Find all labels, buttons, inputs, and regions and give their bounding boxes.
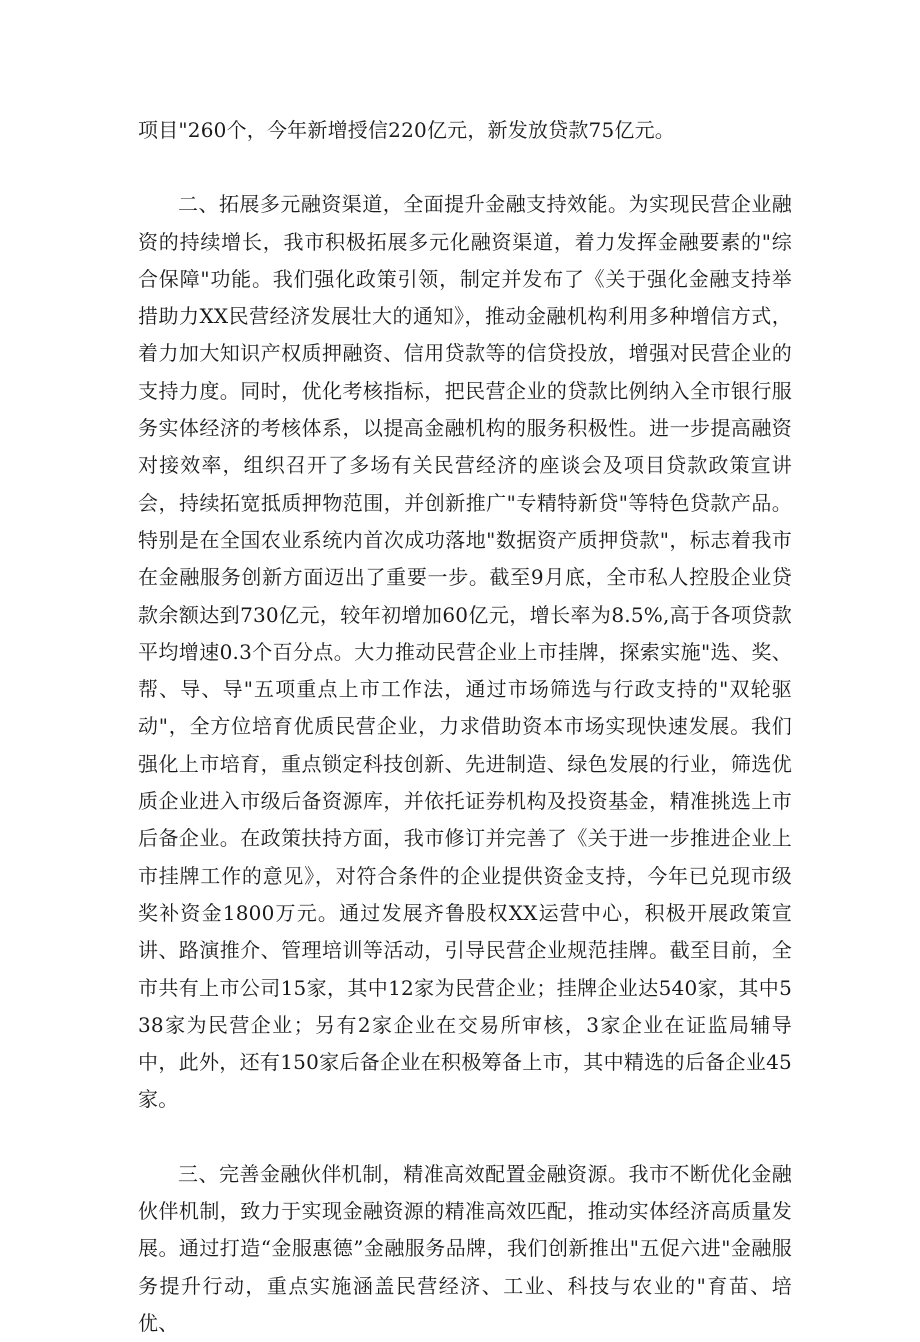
paragraph-section-two: 二、拓展多元融资渠道，全面提升金融支持效能。为实现民营企业融资的持续增长，我市积极拓展多元化融资渠道，着力发挥金融要素的"综合保障"功能。我们强化政策引领，制定并发布了《关于强化金融支持举措助力XX民营经济发展壮大的通知》，推动金融机构利用多种增信方式，着力加大知识产权质押融资、信用贷款等的信贷投放，增强对民营企业的支持力度。同时，优化考核指标，把民营企业的贷款比例纳入全市银行服务实体经济的考核体系，以提高金融机构的服务积极性。进一步提高融资对接效率，组织召开了多场有关民营经济的座谈会及项目贷款政策宣讲会，持续拓宽抵质押物范围，并创新推广"专精特新贷"等特色贷款产品。特别是在全国农业系统内首次成功落地"数据资产质押贷款"，标志着我市在金融服务创新方面迈出了重要一步。截至9月底，全市私人控股企业贷款余额达到730亿元，较年初增加60亿元，增长率为8.5%,高于各项贷款平均增速0.3个百分点。大力推动民营企业上市挂牌，探索实施"选、奖、帮、导、导"五项重点上市工作法，通过市场筛选与行政支持的"双轮驱动"，全方位培育优质民营企业，力求借助资本市场实现快速发展。我们强化上市培育，重点锁定科技创新、先进制造、绿色发展的行业，筛选优质企业进入市级后备资源库，并依托证券机构及投资基金，精准挑选上市后备企业。在政策扶持方面，我市修订并完善了《关于进一步推进企业上市挂牌工作的意见》，对符合条件的企业提供资金支持，今年已兑现市级奖补资金1800万元。通过发展齐鲁股权XX运营中心，积极开展政策宣讲、路演推介、管理培训等活动，引导民营企业规范挂牌。截至目前，全市共有上市公司15家，其中12家为民营企业；挂牌企业达540家，其中538家为民营企业；另有2家企业在交易所审核，3家企业在证监局辅导中，此外，还有150家后备企业在积极筹备上市，其中精选的后备企业45家。 — [138, 192, 792, 1112]
paragraph-section-three: 三、完善金融伙伴机制，精准高效配置金融资源。我市不断优化金融伙伴机制，致力于实现金融资源的精准高效匹配，推动实体经济高质量发展。通过打造“金服惠德”金融服务品牌，我们创新推出"五促六进"金融服务提升行动，重点实施涵盖民营经济、工业、科技与农业的"育苗、培优、 — [138, 1161, 792, 1335]
paragraph-spacer — [138, 1119, 792, 1156]
paragraph-continuation: 项目"260个，今年新增授信220亿元，新发放贷款75亿元。 — [138, 118, 675, 142]
document-body — [138, 112, 792, 1342]
paragraph-spacer — [138, 149, 792, 186]
